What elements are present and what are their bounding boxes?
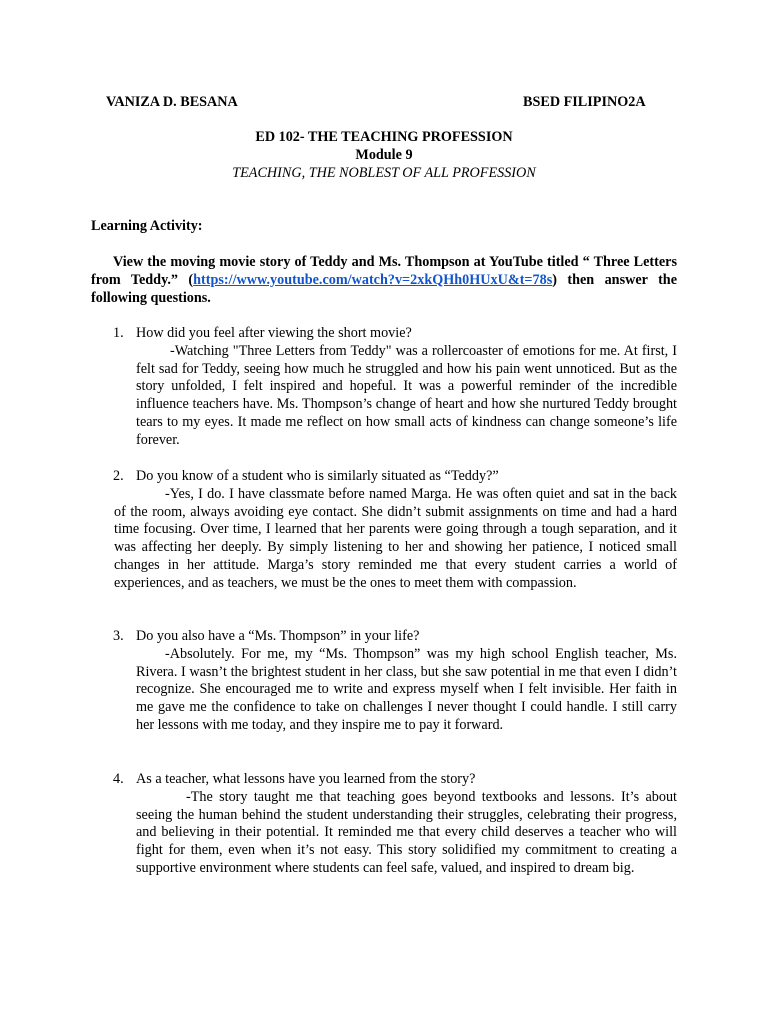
question-text: How did you feel after viewing the short movie? — [136, 325, 412, 341]
question-text: Do you also have a “Ms. Thompson” in your life? — [136, 628, 420, 644]
question-item-4 — [91, 771, 677, 878]
learning-activity-label: Learning Activity: — [91, 218, 203, 234]
question-item-2 — [91, 468, 677, 593]
instruction-text-before: View the moving movie story of Teddy and Ms. Thompson at YouTube titled “ Three Letters from Teddy.” ( — [91, 254, 677, 288]
instruction-paragraph — [91, 254, 677, 307]
module-subtitle: TEACHING, THE NOBLEST OF ALL PROFESSION — [232, 164, 536, 181]
question-number: 4. — [113, 771, 124, 787]
question-number: 3. — [113, 628, 124, 644]
activity-instruction — [91, 254, 677, 307]
question-item-1 — [91, 325, 677, 450]
answer-text: -Absolutely. For me, my “Ms. Thompson” was my high school English teacher, Ms. Rivera. I wasn’t the brightest student in her class, but she saw potential in me that even I didn’t recognize. She encouraged me to write and express myself when I felt invisible. Her faith in me gave me the confidence to take on challenges I never thought I could handle. I still carry her lessons with me today, and they inspire me to pay it forward. — [136, 645, 677, 733]
answer-text: -Watching "Three Letters from Teddy" was a rollercoaster of emotions for me. At first, I felt sad for Teddy, seeing how much he struggled and how his pain went unnoticed. But as the story unfolded, I felt inspired and hopeful. It was a powerful reminder of the incredible influence teachers have. Ms. Thompson’s change of heart and how she nurtured Teddy brought tears to my eyes. It made me reflect on how small acts of kindness can change someone’s life forever. — [136, 342, 677, 448]
question-text: As a teacher, what lessons have you learned from the story? — [136, 771, 476, 787]
title-block — [0, 129, 768, 182]
question-text: Do you know of a student who is similarly situated as “Teddy?” — [136, 468, 499, 484]
question-item-3 — [91, 628, 677, 735]
question-number: 1. — [113, 325, 124, 341]
youtube-link[interactable]: https://www.youtube.com/watch?v=2xkQHh0HUxU&t=78s — [193, 271, 553, 288]
student-name: VANIZA D. BESANA — [106, 94, 238, 110]
module-label: Module 9 — [355, 146, 413, 163]
question-number: 2. — [113, 468, 124, 484]
student-course: BSED FILIPINO2A — [523, 94, 646, 110]
instruction-text-after: ) then answer the following questions. — [91, 271, 677, 306]
course-title: ED 102- THE TEACHING PROFESSION — [255, 129, 513, 145]
answer-text: -Yes, I do. I have classmate before named Marga. He was often quiet and sat in the back of the room, always avoiding eye contact. She didn’t submit assignments on time and had a hard time focusing. Over time, I learned that her parents were going through a tough separation, and it was affecting her deeply. By simply listening to her and showing her patience, I noticed small changes in her attitude. Marga’s story reminded me that every student carries a world of experiences, and as teachers, we must be the ones to meet them with compassion. — [114, 485, 677, 591]
answer-text: -The story taught me that teaching goes beyond textbooks and lessons. It’s about seeing the human behind the student understanding their struggles, celebrating their progress, and believing in their potential. It reminded me that every child deserves a teacher who will fight for them, even when it’s not easy. This story solidified my commitment to creating a supportive environment where students can feel safe, valued, and inspired to dream big. — [136, 788, 677, 876]
